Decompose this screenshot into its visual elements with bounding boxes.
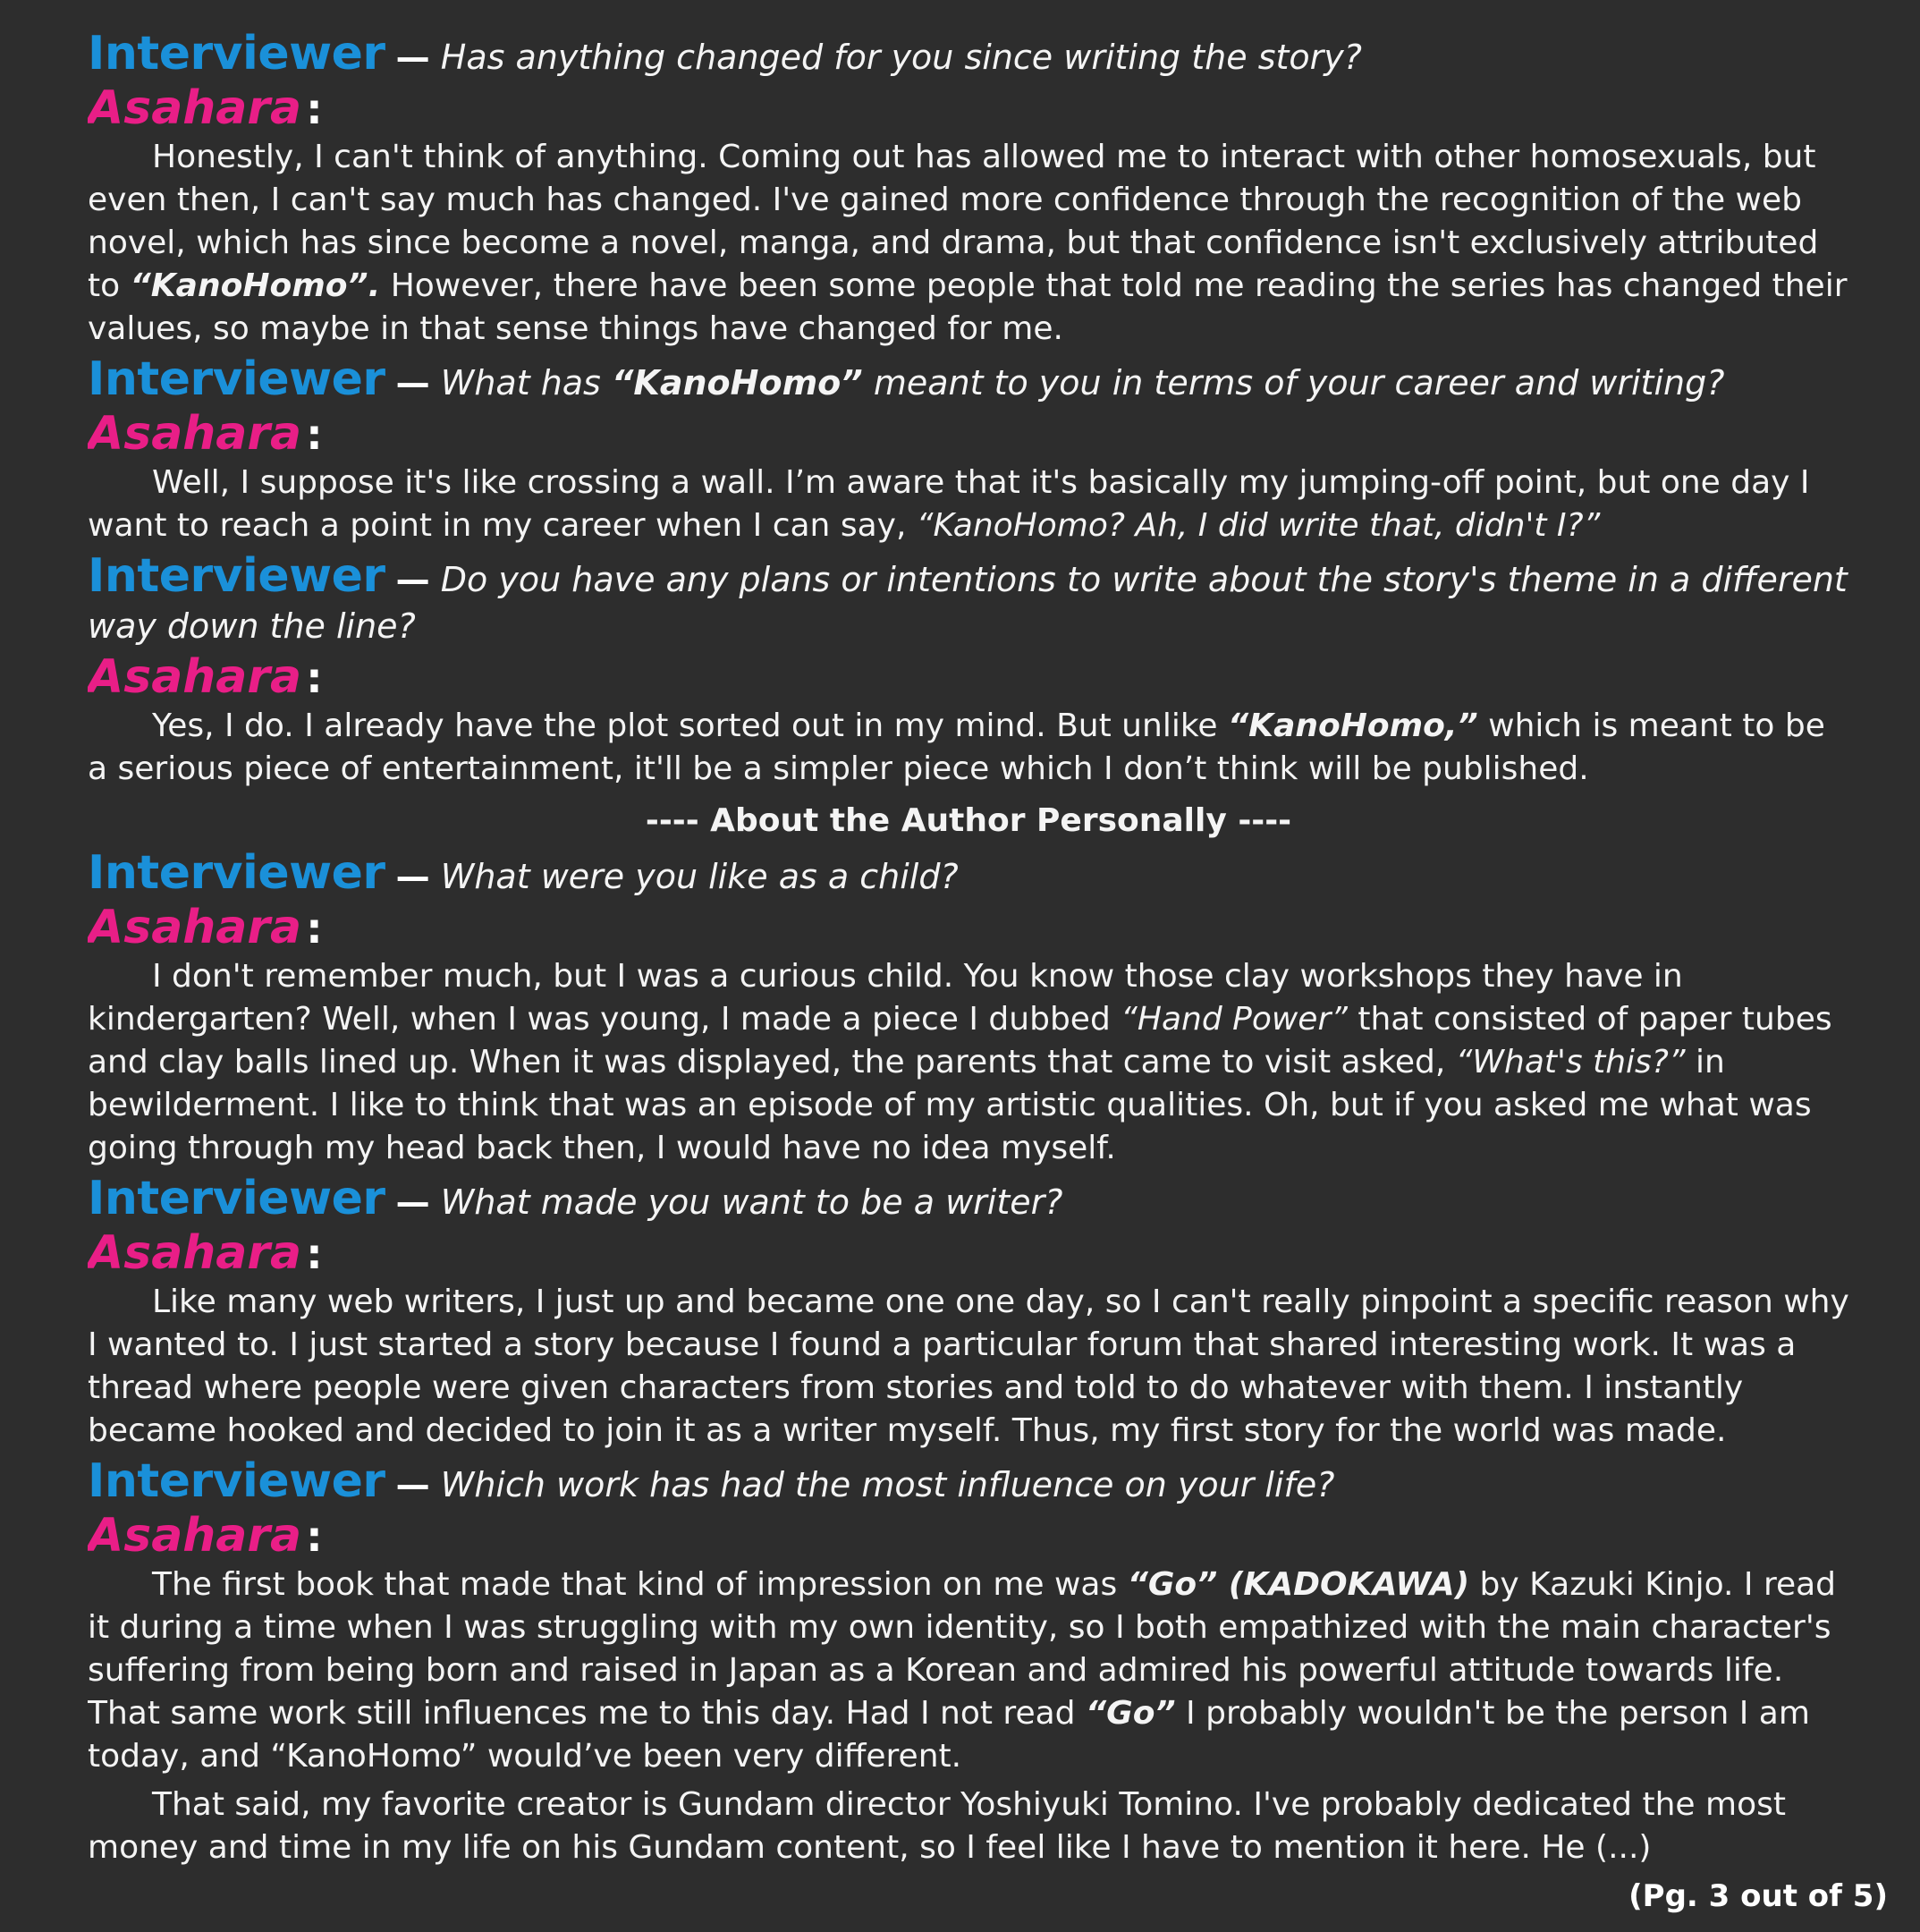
answer-text: Well, I suppose it's like crossing a wall. I’m aware that it's basically my jumping-off point, but one day I want to reach a point in my career when I can say, [88, 464, 1810, 544]
question-text [441, 363, 1725, 402]
answer-label-4 [88, 900, 1849, 955]
question-dash: — [395, 1182, 430, 1222]
interviewer-label: Interviewer [88, 549, 385, 603]
asahara-label: Asahara [88, 407, 302, 461]
page-number: (Pg. 3 out of 5) [1628, 1878, 1888, 1914]
question-text: What made you want to be a writer? [440, 1182, 1063, 1222]
interviewer-label: Interviewer [88, 1172, 385, 1225]
answer-label-5 [88, 1225, 1849, 1281]
answer-text: by Kazuki Kinjo. I read it during a time when I was struggling with my own identity, so I both empathized with the main character's suffering from being born and raised in Japan as a Korean and admired his powerful attitude towards life. That same work still influences me to this day. Had I not read [88, 1566, 1837, 1732]
answer-colon: : [306, 1513, 323, 1561]
answer-label-6 [88, 1508, 1849, 1563]
answer-quote: “What's this?” [1455, 1044, 1686, 1080]
answer-quote: “Hand Power” [1121, 1001, 1348, 1038]
question-text: Which work has had the most influence on your life? [440, 1465, 1335, 1504]
asahara-label: Asahara [88, 650, 302, 704]
answer-colon: : [306, 904, 323, 953]
answer-1 [88, 136, 1849, 351]
answer-5 [88, 1281, 1849, 1453]
answer-emphasis: “KanoHomo”. [130, 267, 381, 304]
asahara-label: Asahara [88, 1226, 302, 1280]
asahara-label: Asahara [88, 901, 302, 954]
question-text: What were you like as a child? [440, 857, 959, 896]
asahara-label: Asahara [88, 1509, 302, 1563]
answer-6-continued: That said, my favorite creator is Gundam director Yoshiyuki Tomino. I've probably dedicated the most money and time in my life on his Gundam content, so I feel like I have to mention it here. He (...) [88, 1786, 1786, 1866]
question-text: Has anything changed for you since writing the story? [440, 38, 1362, 77]
answer-4 [88, 955, 1849, 1170]
answer-emphasis: “Go” [1085, 1695, 1176, 1732]
answer-text: in bewilderment. I like to think that was an episode of my artistic qualities. Oh, but if you asked me what was going through my head back then, I would have no idea myself. [88, 1044, 1812, 1166]
question-text-part: meant to you in terms of your career and writing? [862, 363, 1725, 402]
answer-text: The first book that made that kind of impression on me was [152, 1566, 1128, 1603]
question-3 [88, 549, 1849, 649]
answer-text: However, there have been some people that told me reading the series has changed their values, so maybe in that sense things have changed for me. [88, 267, 1848, 347]
question-6 [88, 1454, 1849, 1508]
answer-text: Honestly, I can't think of anything. Coming out has allowed me to interact with other homosexuals, but even then, I can't say much has changed. I've gained more confidence through the recognition of the web novel, which has since become a novel, manga, and drama, but that confidence isn't exclusively attributed to [88, 139, 1819, 304]
interviewer-label: Interviewer [88, 846, 385, 900]
question-emphasis: “KanoHomo” [611, 363, 863, 402]
answer-emphasis: “Go” (KADOKAWA) [1127, 1566, 1470, 1603]
asahara-label: Asahara [88, 81, 302, 135]
answer-emphasis: “KanoHomo,” [1227, 708, 1478, 744]
answer-text: Like many web writers, I just up and became one one day, so I can't really pinpoint a specific reason why I wanted to. I just started a story because I found a particular forum that shared interesting work. It was a thread where people were given characters from stories and told to do whatever with them. I instantly became hooked and decided to join it as a writer myself. Thus, my first story for the world was made. [88, 1284, 1849, 1449]
question-dash: — [395, 363, 430, 402]
interviewer-label: Interviewer [88, 30, 385, 80]
answer-label-3 [88, 649, 1849, 705]
answer-quote: “KanoHomo? Ah, I did write that, didn't I?” [916, 507, 1601, 544]
question-dash: — [395, 1465, 430, 1504]
answer-colon: : [306, 1230, 323, 1278]
answer-text: that consisted of paper tubes and clay balls lined up. When it was displayed, the parents that came to visit asked, [88, 1001, 1832, 1080]
question-dash: — [395, 857, 430, 896]
answer-text: Yes, I do. I already have the plot sorted out in my mind. But unlike [152, 708, 1228, 744]
answer-3 [88, 705, 1849, 791]
question-5 [88, 1172, 1849, 1225]
interviewer-label: Interviewer [88, 1454, 385, 1508]
question-dash: — [395, 560, 430, 599]
question-text: Do you have any plans or intentions to write about the story's theme in a different way down the line? [88, 560, 1848, 646]
question-4 [88, 846, 1849, 900]
question-2 [88, 352, 1849, 406]
answer-colon: : [306, 654, 323, 702]
question-dash: — [395, 38, 430, 77]
question-text-part: What has [440, 363, 612, 402]
answer-text: I probably wouldn't be the person I am today, and “KanoHomo” would’ve been very different. [88, 1695, 1810, 1775]
answer-text: I don't remember much, but I was a curious child. You know those clay workshops they have in kindergarten? Well, when I was young, I made a piece I dubbed [88, 958, 1683, 1038]
question-1 [88, 30, 1849, 80]
interviewer-label: Interviewer [88, 352, 385, 406]
answer-text: which is meant to be a serious piece of entertainment, it'll be a simpler piece which I don’t think will be published. [88, 708, 1825, 787]
answer-colon: : [306, 85, 323, 133]
answer-label-2 [88, 406, 1849, 462]
answer-label-1 [88, 80, 1849, 136]
interview-page [88, 30, 1849, 1918]
answer-colon: : [306, 411, 323, 459]
section-divider: ---- About the Author Personally ---- [645, 802, 1292, 839]
answer-6 [88, 1563, 1849, 1778]
answer-2 [88, 462, 1849, 547]
